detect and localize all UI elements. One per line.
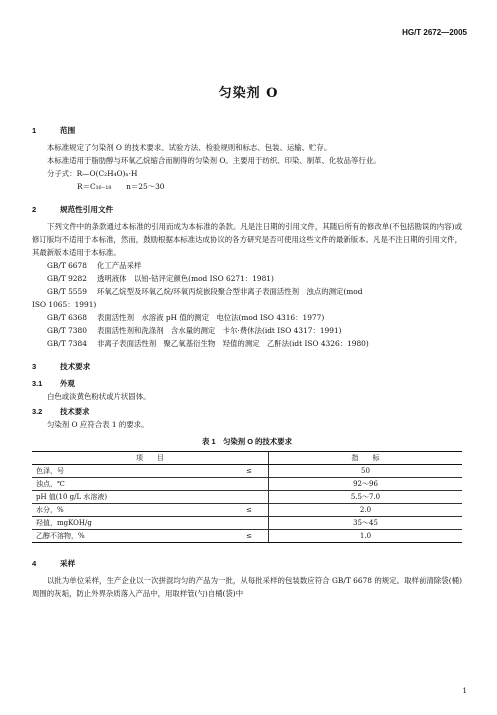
paragraph: 以批为单位采样，生产企业以一次拼混均匀的产品为一批，从每批采样的包装数应符合 GB/T 6678 的规定。取样前清除袋(桶)周围的灰垢，防止外界杂质落入产品中，用取样管(勺)自桶(袋)中: [32, 576, 462, 598]
value-cell: 50: [269, 465, 463, 478]
reference-title: 表面活性剂和洗涤剂 含水量的测定 卡尔·费休法(idt ISO 4317：1991): [97, 326, 342, 335]
reference-item: [32, 324, 462, 337]
operator-cell: [230, 491, 269, 504]
section-title: 范围: [60, 126, 76, 135]
reference-item: [32, 337, 462, 350]
reference-title: 环氧乙烷型及环氧乙烷/环氧丙烷嵌段聚合型非离子表面活性剂 浊点的测定(mod: [97, 287, 363, 296]
paragraph: 本标准规定了匀染剂 O 的技术要求、试验方法、检验规则和标志、包装、运输、贮存。: [47, 143, 332, 152]
reference-code: GB/T 9282: [47, 274, 87, 283]
table-title: 表 1 匀染剂 O 的技术要求: [202, 437, 292, 446]
value-cell: 92～96: [269, 478, 463, 491]
column-header-value: 指 标: [269, 452, 463, 465]
value-cell: 35～45: [269, 517, 463, 530]
table-row: [32, 530, 462, 543]
section-3-heading: [32, 360, 462, 373]
paragraph: 下列文件中的条款通过本标准的引用而成为本标准的条款。凡是注日期的引用文件，其随后所有的修改单(不包括勘误的内容)或修订版均不适用于本标准，然而，鼓励根据本标准达成协议的各方研究是否可使用这些文件的最新版本。凡是不注日期的引用文件，其最新版本适用于本标准。: [32, 222, 462, 257]
standard-number: HG/T 2672—2005: [402, 28, 467, 37]
section-1-heading: [32, 124, 462, 137]
section-number: 3: [32, 362, 37, 371]
reference-continuation: ISO 1065：1991): [32, 300, 97, 309]
section-title: 采样: [60, 559, 76, 568]
table-row: [32, 504, 462, 517]
subsection-number: 3.2: [32, 407, 43, 416]
subsection-title: 技术要求: [60, 407, 90, 416]
operator-cell: ≤: [230, 530, 269, 543]
item-cell: 水分，%: [32, 504, 230, 517]
operator-cell: [230, 517, 269, 530]
reference-title: 化工产品采样: [97, 261, 142, 270]
table-row: [32, 491, 462, 504]
reference-title: 透明液体 以铂-钴评定颜色(mod ISO 6271：1981): [97, 274, 274, 283]
subsection-3-1-heading: [32, 377, 462, 390]
reference-code: GB/T 7384: [47, 339, 87, 348]
operator-cell: ≤: [230, 504, 269, 517]
paragraph: 本标准适用于脂肪醇与环氧乙烷缩合而制得的匀染剂 O。主要用于纺织、印染、制革、化妆品等行业。: [47, 156, 381, 165]
page-number: 1: [462, 687, 467, 695]
item-cell: 羟值，mgKOH/g: [32, 517, 230, 530]
reference-code: GB/T 5559: [47, 287, 87, 296]
section-4-heading: [32, 557, 462, 570]
document-title: 匀染剂 O: [218, 86, 279, 101]
value-cell: 5.5～7.0: [269, 491, 463, 504]
item-cell: 浊点，℃: [32, 478, 230, 491]
reference-code: GB/T 6368: [47, 313, 87, 322]
section-title: 规范性引用文件: [60, 205, 114, 214]
subsection-3-2-heading: [32, 405, 462, 418]
section-number: 2: [32, 205, 37, 214]
table-row: [32, 517, 462, 530]
item-cell: 乙醇不溶物，%: [32, 530, 230, 543]
reference-code: GB/T 7380: [47, 326, 87, 335]
reference-title: 非离子表面活性剂 聚乙氧基衍生物 羟值的测定 乙酐法(idt ISO 4326：1980): [97, 339, 369, 348]
molecular-formula: 分子式：R—O(C₂H₄O)ₙ·H: [47, 169, 138, 178]
item-cell: pH 值(10 g/L 水溶液): [32, 491, 230, 504]
reference-code: GB/T 6678: [47, 261, 87, 270]
table-header-row: [32, 452, 462, 465]
column-header-item: 项 目: [32, 452, 269, 465]
subsection-number: 3.1: [32, 379, 43, 388]
requirements-table: [32, 451, 462, 543]
item-cell: 色泽，号: [32, 465, 230, 478]
reference-item: [32, 272, 462, 285]
operator-cell: ≤: [230, 465, 269, 478]
formula-variables: R＝C₁₆₋₁₈ n＝25～30: [77, 182, 165, 191]
reference-list: [32, 259, 462, 350]
reference-title: 表面活性剂 水溶液 pH 值的测定 电位法(mod ISO 4316：1977): [97, 313, 325, 322]
section-number: 1: [32, 126, 37, 135]
section-2-heading: [32, 203, 462, 216]
paragraph: 白色或淡黄色粉状或片状固体。: [47, 392, 151, 401]
table-row: [32, 465, 462, 478]
reference-item: [32, 259, 462, 272]
section-number: 4: [32, 559, 37, 568]
section-title: 技术要求: [60, 362, 91, 371]
reference-item: [32, 311, 462, 324]
table-row: [32, 478, 462, 491]
reference-item: [32, 285, 462, 298]
value-cell: 1.0: [269, 530, 463, 543]
value-cell: 2.0: [269, 504, 463, 517]
document-body: [32, 118, 462, 600]
paragraph: 匀染剂 O 应符合表 1 的要求。: [47, 420, 149, 429]
operator-cell: [230, 478, 269, 491]
subsection-title: 外观: [60, 379, 75, 388]
